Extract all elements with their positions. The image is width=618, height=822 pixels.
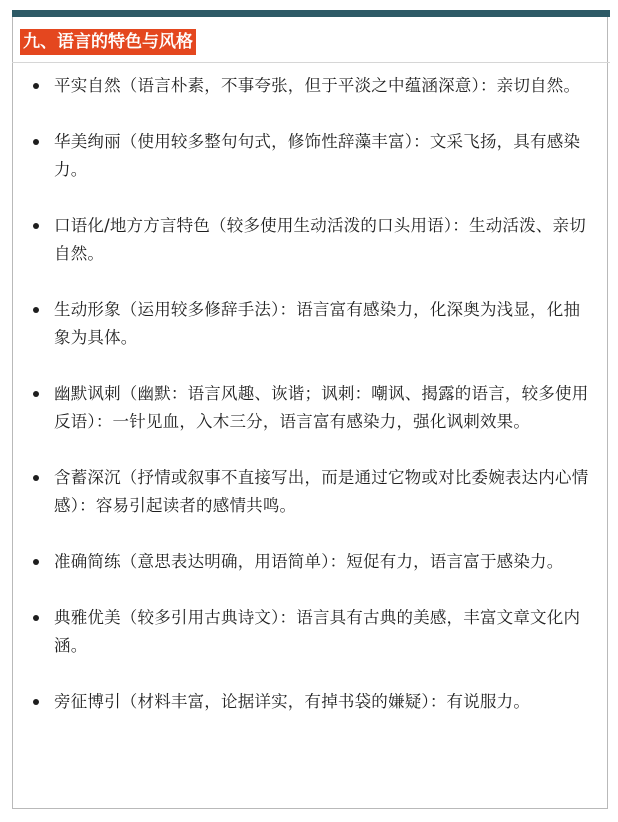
list-item-kouyu — [28, 212, 594, 268]
list-item-text: 口语化/地方方言特色（较多使用生动活泼的口头用语）：生动活泼、亲切自然。 — [54, 216, 586, 263]
bullet-dot-icon — [33, 83, 39, 89]
bullet-dot-icon — [33, 615, 39, 621]
list-item-text: 含蓄深沉（抒情或叙事不直接写出，而是通过它物或对比委婉表达内心情感）：容易引起读者的感情共鸣。 — [54, 468, 589, 515]
list-item-pangzheng — [28, 688, 594, 716]
list-item-text: 平实自然（语言朴素，不事夸张，但于平淡之中蕴涵深意）：亲切自然。 — [54, 76, 581, 95]
bullet-dot-icon — [33, 699, 39, 705]
list-item-text: 旁征博引（材料丰富，论据详实，有掉书袋的嫌疑）：有说服力。 — [54, 692, 531, 711]
list-item-text: 幽默讽刺（幽默：语言风趣、诙谐；讽刺：嘲讽、揭露的语言，较多使用反语）：一针见血，入木三分，语言富有感染力，强化讽刺效果。 — [54, 384, 589, 431]
bullet-dot-icon — [33, 307, 39, 313]
list-item-hanxu — [28, 464, 594, 520]
style-list — [28, 72, 594, 744]
title-divider — [12, 62, 610, 63]
bullet-dot-icon — [33, 559, 39, 565]
list-item-dianya — [28, 604, 594, 660]
bullet-dot-icon — [33, 475, 39, 481]
section-title — [20, 29, 196, 55]
list-item-text: 准确简练（意思表达明确，用语简单）：短促有力，语言富于感染力。 — [54, 552, 564, 571]
list-item-text: 生动形象（运用较多修辞手法）：语言富有感染力，化深奥为浅显，化抽象为具体。 — [54, 300, 581, 347]
list-item-shengdong — [28, 296, 594, 352]
header-accent-bar — [12, 10, 610, 17]
list-item-text: 华美绚丽（使用较多整句句式，修饰性辞藻丰富）：文采飞扬，具有感染力。 — [54, 132, 581, 179]
bullet-dot-icon — [33, 391, 39, 397]
list-item-youmo — [28, 380, 594, 436]
list-item-text: 典雅优美（较多引用古典诗文）：语言具有古典的美感，丰富文章文化内涵。 — [54, 608, 581, 655]
list-item-pingshi — [28, 72, 594, 100]
section-heading: 九、语言的特色与风格 — [20, 29, 196, 55]
bullet-dot-icon — [33, 223, 39, 229]
bullet-dot-icon — [33, 139, 39, 145]
list-item-huamei — [28, 128, 594, 184]
list-item-zhunque — [28, 548, 594, 576]
